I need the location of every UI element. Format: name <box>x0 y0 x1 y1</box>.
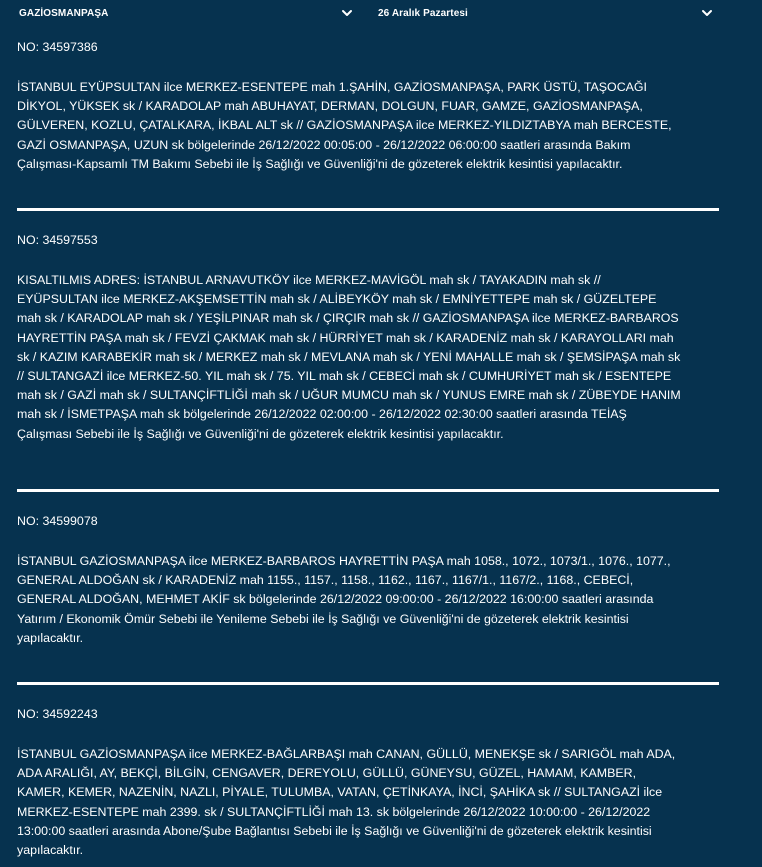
outage-item <box>17 40 719 208</box>
outage-list <box>17 40 719 867</box>
outage-description-line: mah sk / KARADOLAP mah sk / YEŞİLPINAR mah sk / ÇIRÇIR mah sk // GAZİOSMANPAŞA ilce MERKEZ-BARBAROS <box>17 311 679 326</box>
outage-description <box>17 271 719 444</box>
outage-item <box>17 492 719 682</box>
chevron-down-icon <box>700 6 714 20</box>
date-select-value: 26 Aralık Pazartesi <box>378 7 468 19</box>
outage-number: NO: 34592243 <box>17 707 98 721</box>
district-select-value: GAZİOSMANPAŞA <box>19 7 109 19</box>
outage-description <box>17 78 719 174</box>
outage-description-line: GÜLVEREN, KOZLU, ÇATALKARA, İKBAL ALT sk // GAZİOSMANPAŞA ilce MERKEZ-YILDIZTABYA mah BERCESTE, <box>17 118 672 133</box>
outage-description-line: İSTANBUL GAZİOSMANPAŞA ilce MERKEZ-BARBAROS HAYRETTİN PAŞA mah 1058., 1072., 1073/1., 1076., 1077., <box>17 554 671 568</box>
outage-description <box>17 745 719 860</box>
outage-description-line: sk / KAZIM KARABEKİR mah sk / MERKEZ mah sk / MEVLANA mah sk / YENİ MAHALLE mah sk / ŞEMSİPAŞA mah sk <box>17 349 681 364</box>
outage-description-line: ADA ARALIĞI, AY, BEKÇİ, BİLGİN, CENGAVER, DEREYOLU, GÜLLÜ, GÜNEYSU, GÜZEL, HAMAM, KAMBER, <box>17 766 637 781</box>
outage-description-line: 13:00:00 saatleri arasında Abone/Şube Bağlantısı Sebebi ile İş Sağlığı ve Güvenliği'ni de gözeterek elektrik kesintisi <box>17 823 652 838</box>
chevron-down-icon <box>340 6 354 20</box>
district-select[interactable] <box>0 0 362 26</box>
outage-description-line: EYÜPSULTAN ilce MERKEZ-AKŞEMSETTİN mah sk / ALİBEYKÖY mah sk / EMNİYETTEPE mah sk / GÜZELTEPE <box>17 292 657 307</box>
outage-description-line: DİKYOL, YÜKSEK sk / KARADOLAP mah ABUHAYAT, DERMAN, DOLGUN, FUAR, GAMZE, GAZİOSMANPAŞA, <box>17 99 643 114</box>
outage-description-line: GENERAL ALDOĞAN, MEHMET AKİF sk bölgelerinde 26/12/2022 09:00:00 - 26/12/2022 16:00:00 saatleri arasında <box>17 592 654 607</box>
outage-description <box>17 552 719 648</box>
outage-description-line: İSTANBUL GAZİOSMANPAŞA ilce MERKEZ-BAĞLARBAŞI mah CANAN, GÜLLÜ, MENEKŞE sk / SARIGÖL mah ADA, <box>17 747 676 761</box>
outage-item <box>17 685 719 867</box>
outage-number: NO: 34597553 <box>17 233 98 247</box>
outage-description-line: MERKEZ-ESENTEPE mah 2399. sk / SULTANÇİFTLİĞİ mah 13. sk bölgelerinde 26/12/2022 10:00:00 - 26/12/2022 <box>17 804 651 819</box>
outage-description-line: GAZİ OSMANPAŞA, UZUN sk bölgelerinde 26/12/2022 00:05:00 - 26/12/2022 06:00:00 saatleri arasında Bakım <box>17 137 631 152</box>
outage-description-line: Çalışması-Kapsamlı TM Bakımı Sebebi ile İş Sağlığı ve Güvenliği'ni de gözeterek elektrik kesintisi yapılacaktır. <box>17 156 623 171</box>
outage-item <box>17 211 719 489</box>
date-select[interactable] <box>370 0 720 26</box>
outage-description-line: mah sk / GAZİ mah sk / SULTANÇİFTLİĞİ mah sk / UĞUR MUMCU mah sk / YUNUS EMRE mah sk / ZÜBEYDE HANIM <box>17 388 681 403</box>
filter-bar <box>0 0 762 26</box>
outage-description-line: yapılacaktır. <box>17 630 84 645</box>
outage-description-line: // SULTANGAZİ ilce MERKEZ-50. YIL mah sk / 75. YIL mah sk / CEBECİ mah sk / CUMHURİYET mah sk / ESENTEPE <box>17 369 672 384</box>
outage-description-line: Yatırım / Ekonomik Ömür Sebebi ile Yenileme Sebebi ile İş Sağlığı ve Güvenliği'ni de gözeterek elektrik kesintisi <box>17 611 629 626</box>
outage-description-line: Çalışması Sebebi ile İş Sağlığı ve Güvenliği'ni de gözeterek elektrik kesintisi yapılacaktır. <box>17 426 504 441</box>
outage-number: NO: 34597386 <box>17 40 98 54</box>
outage-number: NO: 34599078 <box>17 514 98 528</box>
outage-description-line: GENERAL ALDOĞAN sk / KARADENİZ mah 1155., 1157., 1158., 1162., 1167., 1167/1., 1167/2., 1168., CEBECİ, <box>17 573 634 588</box>
outage-description-line: HAYRETTİN PAŞA mah sk / FEVZİ ÇAKMAK mah sk / HÜRRİYET mah sk / KARADENİZ mah sk / KARAYOLLARI mah <box>17 330 674 345</box>
outage-description-line: İSTANBUL EYÜPSULTAN ilce MERKEZ-ESENTEPE mah 1.ŞAHİN, GAZİOSMANPAŞA, PARK ÜSTÜ, TAŞOCAĞI <box>17 80 647 94</box>
outage-description-line: yapılacaktır. <box>17 843 84 858</box>
outage-description-line: KISALTILMIS ADRES: İSTANBUL ARNAVUTKÖY ilce MERKEZ-MAVİGÖL mah sk / TAYAKADIN mah sk // <box>17 273 601 287</box>
outage-description-line: mah sk / İSMETPAŞA mah sk bölgelerinde 26/12/2022 02:00:00 - 26/12/2022 02:30:00 saatleri arasında TEİAŞ <box>17 407 627 422</box>
outage-description-line: KAMER, KEMER, NAZENİN, NAZLI, PİYALE, TULUMBA, VATAN, ÇETİNKAYA, İNCİ, ŞAHİKA sk // SULTANGAZİ ilce <box>17 785 663 800</box>
